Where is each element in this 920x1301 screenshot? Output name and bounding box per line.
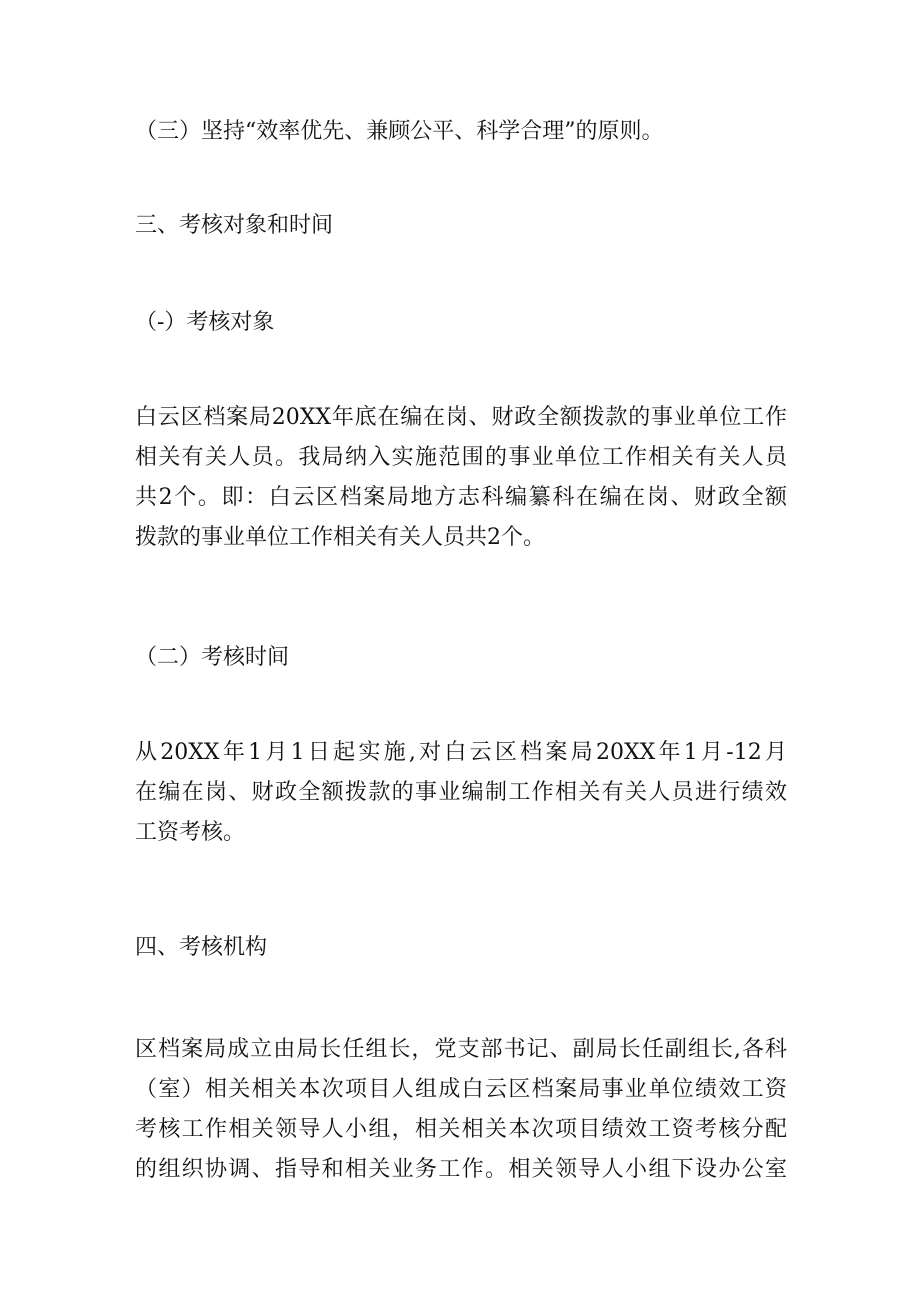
objects-line-3: 共2个。即：白云区档案局地方志科编纂科在编在岗、财政全额 bbox=[135, 485, 787, 510]
principle-3-paragraph bbox=[135, 112, 787, 152]
org-paragraph bbox=[135, 1030, 787, 1190]
subsection-objects-heading bbox=[135, 303, 787, 343]
subsection-time-heading bbox=[135, 638, 787, 678]
section-4-heading bbox=[135, 928, 787, 968]
org-line-1: 区档案局成立由局长任组长，党支部书记、副局长任副组长,各科 bbox=[135, 1037, 787, 1062]
time-line-2: 在编在岗、财政全额拨款的事业编制工作相关有关人员进行绩效 bbox=[135, 780, 787, 805]
time-paragraph bbox=[135, 733, 787, 853]
org-line-4: 的组织协调、指导和相关业务工作。相关领导人小组下设办公室 bbox=[135, 1157, 787, 1182]
principle-3-text: （三）坚持“效率优先、兼顾公平、科学合理”的原则。 bbox=[135, 119, 664, 144]
subsection-time-heading-text: （二）考核时间 bbox=[135, 645, 290, 670]
section-3-heading bbox=[135, 206, 787, 246]
objects-line-4: 拨款的事业单位工作相关有关人员共2个。 bbox=[135, 525, 545, 550]
objects-paragraph bbox=[135, 398, 787, 558]
time-line-1: 从20XX年1月1日起实施,对白云区档案局20XX年1月-12月 bbox=[135, 740, 787, 765]
org-line-3: 考核工作相关领导人小组，相关相关本次项目绩效工资考核分配 bbox=[135, 1117, 787, 1142]
subsection-objects-heading-text: （-）考核对象 bbox=[135, 310, 275, 335]
time-line-3: 工资考核。 bbox=[135, 820, 246, 845]
section-3-heading-text: 三、考核对象和时间 bbox=[135, 213, 334, 238]
org-line-2: （室）相关相关本次项目人组成白云区档案局事业单位绩效工资 bbox=[135, 1077, 787, 1102]
objects-line-2: 相关有关人员。我局纳入实施范围的事业单位工作相关有关人员 bbox=[135, 445, 787, 470]
objects-line-1: 白云区档案局20XX年底在编在岗、财政全额拨款的事业单位工作 bbox=[135, 405, 787, 430]
section-4-heading-text: 四、考核机构 bbox=[135, 935, 268, 960]
